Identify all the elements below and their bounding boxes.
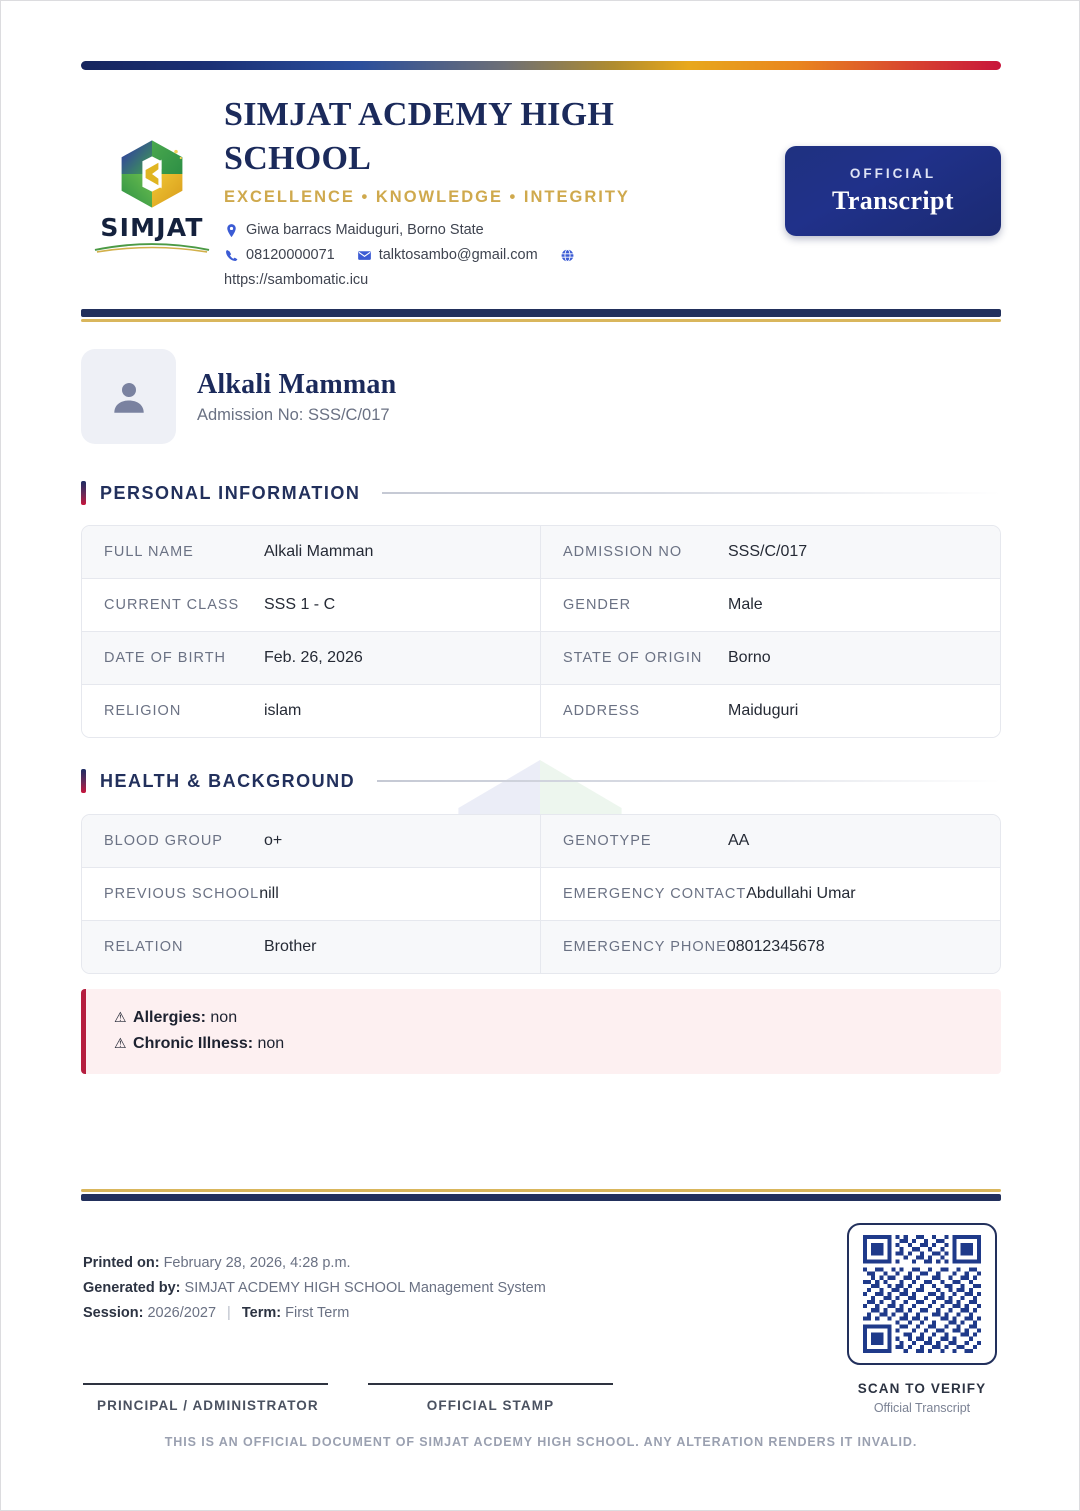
table-row [82,815,1000,867]
student-admission-no: Admission No: SSS/C/017 [197,405,390,424]
person-icon [108,376,150,418]
phone-email-row [224,243,724,268]
official-transcript-badge [785,146,1001,236]
allergies-line [114,1005,1001,1031]
signature-principal [83,1383,328,1413]
cell-value: SSS 1 - C [264,596,336,613]
section-accent-bar [81,481,86,505]
logo-arc-icon [93,241,211,253]
cell-label: FULL NAME [104,544,194,560]
email-text: talktosambo@gmail.com [378,247,538,264]
health-background-table [81,814,1001,974]
signature-label-principal: PRINCIPAL / ADMINISTRATOR [97,1398,319,1413]
school-tagline: EXCELLENCE • KNOWLEDGE • INTEGRITY [224,188,630,207]
table-cell [541,815,1000,867]
cell-value: Feb. 26, 2026 [264,649,363,666]
table-row [82,684,1000,737]
table-cell [541,526,1000,578]
signature-line [368,1383,613,1385]
table-cell [541,868,1000,920]
student-text-block [197,369,396,425]
cell-label: STATE OF ORIGIN [563,650,703,666]
location-pin-icon [224,223,239,238]
cell-value: Borno [728,649,771,666]
table-cell [82,685,541,737]
section-accent-bar [81,769,86,793]
school-logo [91,135,213,253]
warning-triangle-icon: ⚠ [114,1009,127,1025]
medical-alert-box [81,989,1001,1074]
table-cell [541,632,1000,684]
session-value: 2026/2027 [147,1304,217,1321]
qr-subtitle: Official Transcript [873,1401,971,1415]
website-text: https://sambomatic.icu [224,272,369,289]
cell-label: RELATION [104,939,184,955]
signature-stamp [368,1383,613,1413]
section-header-health [81,769,1001,793]
session-term-line [83,1301,546,1326]
section-rule [382,492,1001,494]
cell-value: nill [259,885,279,902]
personal-information-table [81,525,1001,738]
table-row [82,526,1000,578]
session-label: Session: [83,1304,144,1321]
allergies-label: Allergies: [133,1009,206,1026]
globe-icon [560,248,575,263]
table-cell [82,815,541,867]
table-row [82,920,1000,973]
address-row [224,218,724,243]
table-cell [541,579,1000,631]
cell-value: Male [728,596,763,613]
printed-on-line [83,1251,546,1276]
cell-label: BLOOD GROUP [104,833,223,849]
cell-label: GENOTYPE [563,833,652,849]
phone-text: 08120000071 [246,247,335,264]
printed-on-value: February 28, 2026, 4:28 p.m. [163,1255,351,1271]
signature-label-stamp: OFFICIAL STAMP [426,1398,555,1413]
top-accent-bar [81,61,1001,70]
table-cell [82,526,541,578]
school-name: SIMJAT ACDEMY HIGH SCHOOL [224,96,615,178]
footer-divider [81,1189,1001,1201]
cell-value: Maiduguri [728,702,799,719]
cell-value: o+ [264,832,283,849]
table-cell [541,921,1000,973]
table-row [82,867,1000,920]
table-row [82,631,1000,684]
section-title-personal: PERSONAL INFORMATION [100,482,361,503]
cell-value: Alkali Mamman [264,543,374,560]
cell-label: ADMISSION NO [563,544,683,560]
table-cell [82,868,541,920]
table-row [82,578,1000,631]
cell-value: Abdullahi Umar [746,885,856,902]
generated-by-label: Generated by: [83,1279,181,1296]
header-divider [81,309,1001,322]
term-label: Term: [241,1304,282,1321]
cell-label: PREVIOUS SCHOOL [104,886,260,902]
section-header-personal [81,481,1001,505]
section-rule [377,780,1001,782]
cell-label: RELIGION [104,703,182,719]
avatar [81,349,176,444]
cell-label: DATE OF BIRTH [104,650,227,666]
generated-by-line [83,1276,546,1301]
footer-metadata [83,1251,546,1326]
cell-label: ADDRESS [563,703,641,719]
warning-triangle-icon: ⚠ [114,1034,127,1051]
badge-title: Transcript [832,186,954,215]
cell-value: 08012345678 [726,938,825,955]
table-cell [82,632,541,684]
qr-code-frame[interactable] [847,1223,997,1365]
term-value: First Term [285,1304,350,1321]
qr-code-icon[interactable] [863,1235,981,1353]
cell-value: AA [728,832,750,849]
cell-label: EMERGENCY CONTACT [563,886,747,902]
chronic-illness-value: non [257,1034,285,1052]
badge-subtitle: OFFICIAL [849,166,937,181]
table-cell [82,921,541,973]
school-contact-block [224,218,724,293]
student-name: Alkali Mamman [197,368,397,400]
printed-on-label: Printed on: [83,1255,160,1271]
table-cell [541,685,1000,737]
allergies-value: non [210,1009,238,1026]
signature-area [83,1383,643,1413]
generated-by-value: SIMJAT ACDEMY HIGH SCHOOL Management System [184,1279,546,1296]
hexagon-logo-icon [112,135,192,213]
section-title-health: HEALTH & BACKGROUND [100,770,356,791]
cell-label: EMERGENCY PHONE [563,939,727,955]
phone-icon [224,248,239,263]
student-summary [81,349,1001,444]
cell-value: SSS/C/017 [728,543,808,560]
meta-separator: | [227,1304,231,1321]
cell-label: CURRENT CLASS [104,597,240,613]
qr-title: SCAN TO VERIFY [857,1381,987,1396]
chronic-illness-label: Chronic Illness: [133,1034,254,1052]
document-disclaimer: THIS IS AN OFFICIAL DOCUMENT OF SIMJAT ACDEMY HIGH SCHOOL. ANY ALTERATION RENDERS IT INVALID. [164,1435,918,1449]
cell-label: GENDER [563,597,632,613]
school-identity [224,93,724,293]
qr-verification-block [847,1223,997,1415]
address-text: Giwa barracs Maiduguri, Borno State [246,222,484,239]
cell-value: islam [264,702,302,719]
table-cell [82,579,541,631]
logo-wordmark: SIMJAT [100,213,204,242]
signature-line [83,1383,328,1385]
chronic-illness-line [114,1031,1001,1057]
envelope-icon [357,248,372,263]
cell-value: Brother [264,938,317,955]
